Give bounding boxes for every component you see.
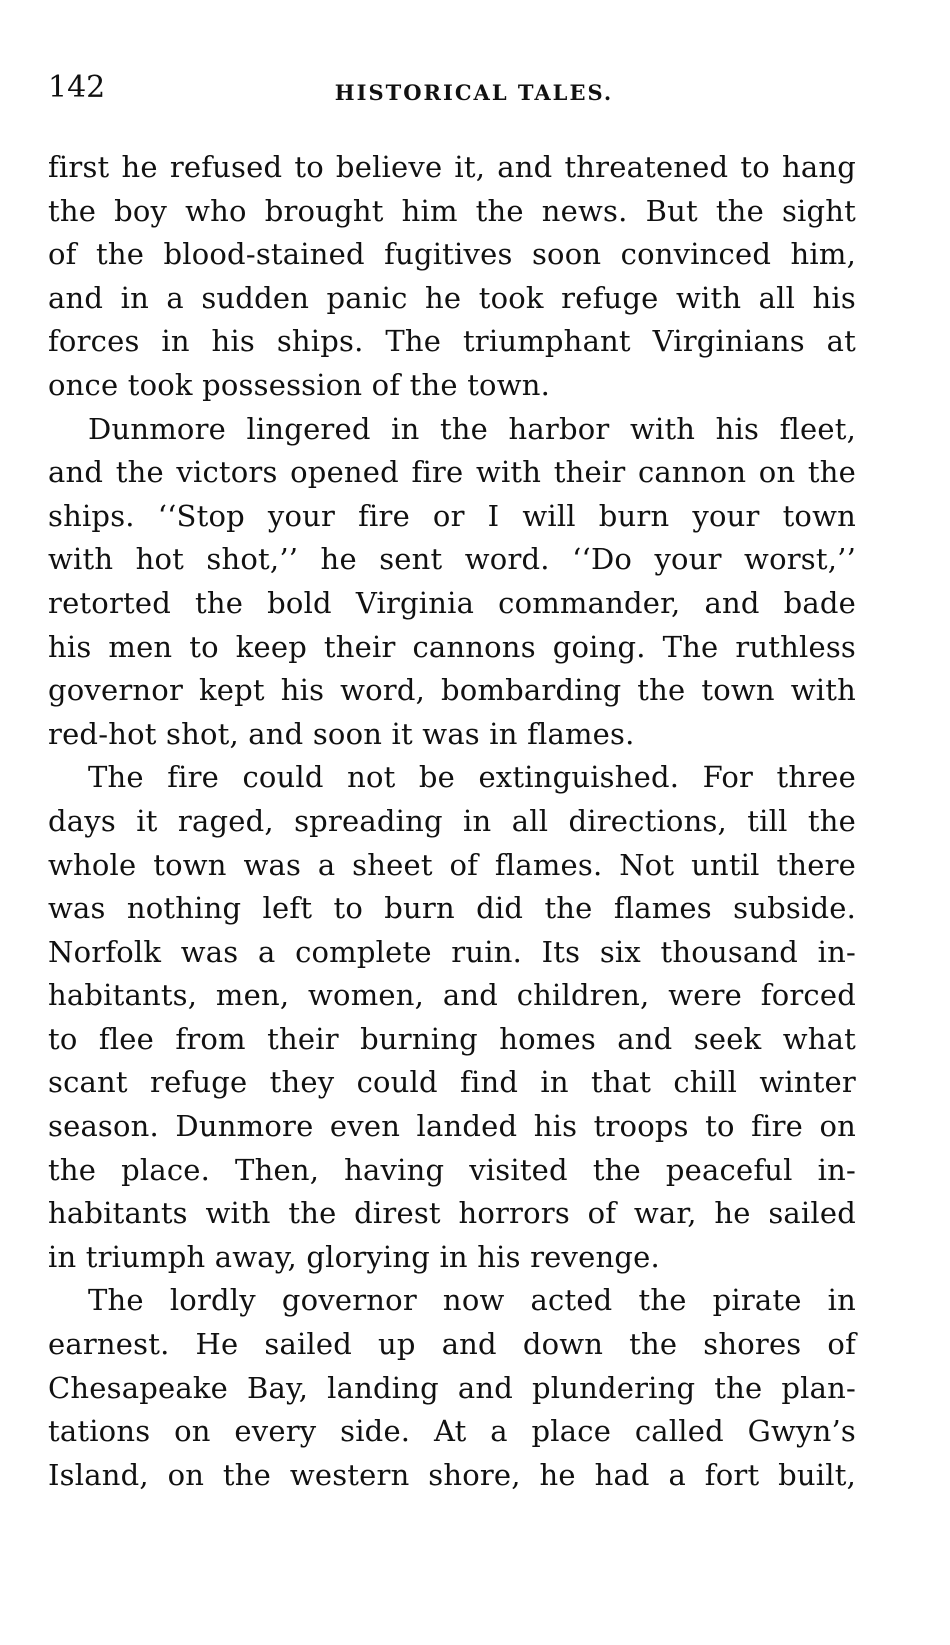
text-line: with hot shot,’’ he sent word. ‘‘Do your worst,’’ (48, 542, 856, 577)
text-line: whole town was a sheet of flames. Not until there (48, 847, 856, 882)
paragraph (48, 408, 856, 757)
text-line: retorted the bold Virginia commander, and bade (48, 585, 856, 620)
paragraph (48, 146, 856, 408)
text-line: and in a sudden panic he took refuge with all his (48, 280, 856, 315)
text-line: and the victors opened fire with their cannon on the (48, 455, 856, 490)
text-line: red-hot shot, and soon it was in flames. (48, 716, 635, 751)
text-line: days it raged, spreading in all directions, till the (48, 803, 856, 838)
text-line: forces in his ships. The triumphant Virginians at (48, 324, 856, 359)
page-number: 142 (48, 70, 106, 105)
text-line: earnest. He sailed up and down the shores of (48, 1327, 856, 1362)
text-line: habitants with the direst horrors of war, he sailed (48, 1196, 856, 1231)
text-line: of the blood-stained fugitives soon convinced him, (48, 237, 856, 272)
text-line: Island, on the western shore, he had a fort built, (48, 1457, 856, 1492)
text-line: Chesapeake Bay, landing and plundering the plan- (48, 1370, 856, 1405)
paragraph (48, 1279, 856, 1497)
paragraph (48, 756, 856, 1279)
text-line: was nothing left to burn did the flames subside. (48, 891, 856, 926)
text-line: Dunmore lingered in the harbor with his fleet, (88, 411, 856, 446)
text-line: season. Dunmore even landed his troops to fire on (48, 1109, 856, 1144)
page-header (48, 70, 860, 110)
text-line: The lordly governor now acted the pirate in (88, 1283, 856, 1318)
text-line: scant refuge they could find in that chill winter (48, 1065, 856, 1100)
text-line: first he refused to believe it, and threatened to hang (48, 150, 856, 184)
text-line: Norfolk was a complete ruin. Its six thousand in- (48, 934, 856, 969)
text-line: in triumph away, glorying in his revenge. (48, 1239, 660, 1274)
running-head: HISTORICAL TALES. (334, 80, 614, 105)
text-line: The fire could not be extinguished. For three (88, 760, 856, 795)
text-line: ships. ‘‘Stop your fire or I will burn your town (48, 498, 856, 533)
text-line: the boy who brought him the news. But the sight (48, 193, 856, 228)
text-line: habitants, men, women, and children, were forced (48, 978, 856, 1013)
body-text (48, 146, 856, 1497)
text-line: to flee from their burning homes and seek what (48, 1021, 856, 1056)
text-line: once took possession of the town. (48, 367, 551, 402)
text-line: tations on every side. At a place called Gwyn’s (48, 1414, 856, 1449)
text-line: governor kept his word, bombarding the town with (48, 673, 856, 708)
text-line: his men to keep their cannons going. The ruthless (48, 629, 856, 664)
text-line: the place. Then, having visited the peaceful in- (48, 1152, 856, 1187)
